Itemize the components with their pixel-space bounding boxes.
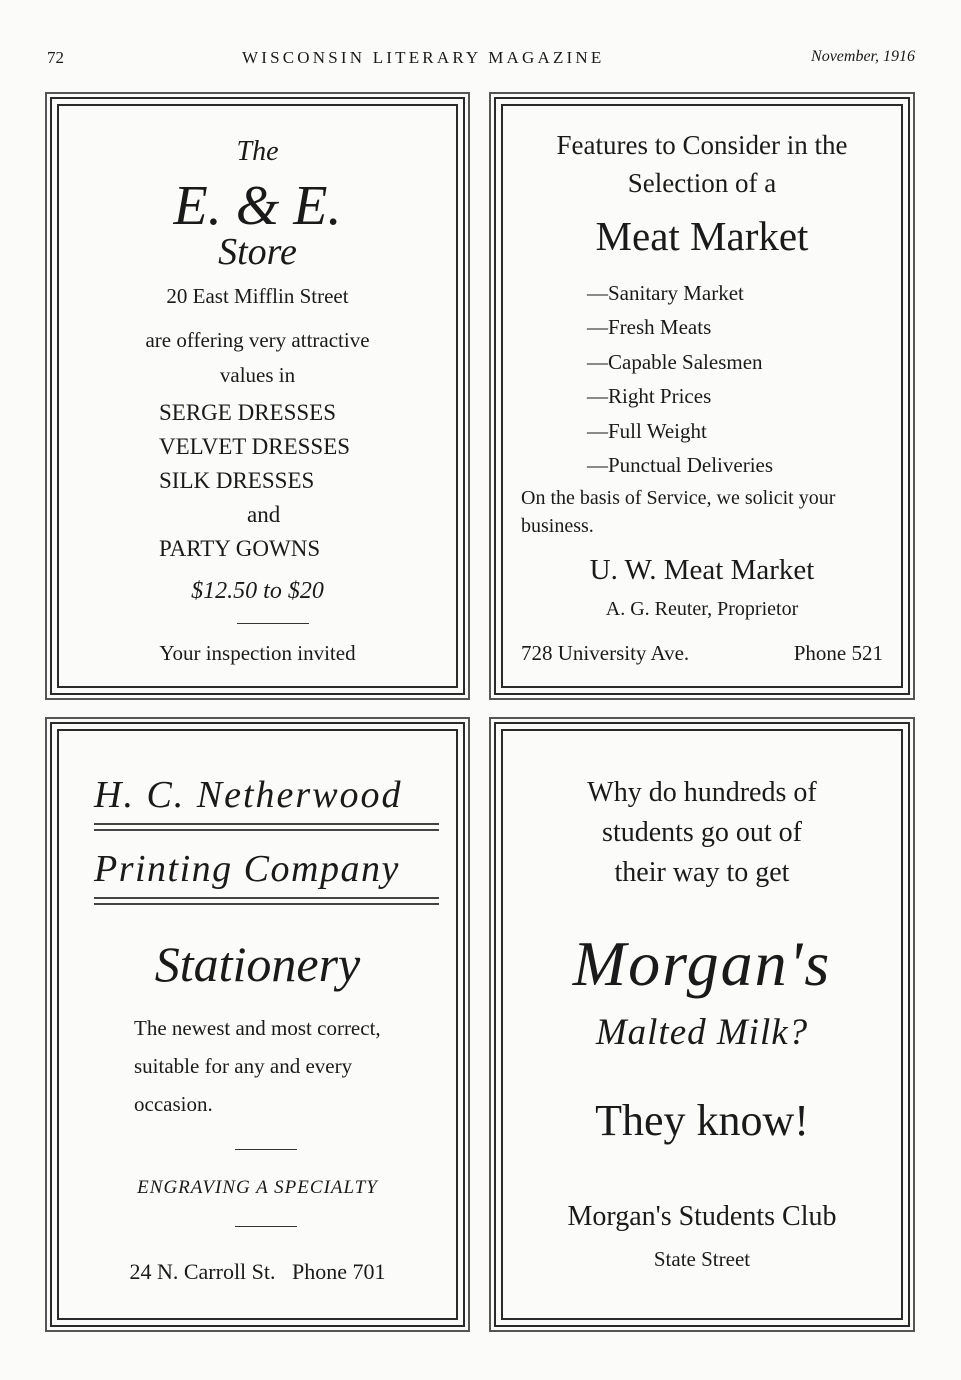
page-number: 72	[47, 48, 64, 67]
ad-morgans-question-line3: their way to get	[614, 857, 790, 888]
ad-morgans-question-line2: students go out of	[602, 817, 802, 848]
ad-meat-feature: —Full Weight	[587, 418, 707, 443]
ad-morgans-product: Malted Milk?	[595, 1012, 809, 1053]
ad-meat-basis: On the basis of Service, we solicit your business.	[521, 487, 836, 537]
divider	[237, 623, 309, 624]
ad-morgans-street: State Street	[653, 1247, 751, 1271]
ad-ee-the: The	[236, 136, 279, 167]
ad-meat-proprietor: A. G. Reuter, Proprietor	[605, 598, 799, 620]
ad-meat-phone: Phone 521	[793, 641, 883, 665]
ad-meat-feature: —Fresh Meats	[587, 315, 712, 340]
ad-meat-heading-line2: Selection of a	[627, 168, 777, 198]
ad-border	[501, 729, 903, 1320]
ad-morgans-answer: They know!	[595, 1096, 809, 1145]
ad-meat-market	[494, 97, 910, 695]
ad-netherwood-product: Stationery	[154, 936, 361, 992]
ad-border	[57, 729, 458, 1320]
ad-ee-item: PARTY GOWNS	[159, 536, 321, 561]
ad-ee-offer-line2: values in	[219, 363, 296, 387]
divider	[235, 1226, 297, 1227]
ad-netherwood-company-line1: H. C. Netherwood	[94, 774, 403, 816]
ad-ee-item: SILK DRESSES	[159, 468, 315, 493]
ad-ee-address: 20 East Mifflin Street	[166, 284, 349, 308]
ad-ee-price: $12.50 to $20	[191, 578, 324, 604]
ad-meat-heading-line1: Features to Consider in the	[556, 130, 848, 160]
ad-meat-street: 728 University Ave.	[521, 641, 690, 665]
ad-border	[57, 104, 458, 688]
divider	[235, 1149, 297, 1150]
ad-border	[501, 104, 903, 688]
ad-meat-feature-list	[587, 276, 773, 482]
ad-meat-shop-name: U. W. Meat Market	[589, 554, 815, 586]
ad-meat-feature: —Capable Salesmen	[587, 349, 763, 374]
double-rule	[94, 897, 439, 905]
ad-ee-offer-line1: are offering very attractive	[145, 328, 370, 352]
ad-netherwood-address: 24 N. Carroll St. Phone 701	[129, 1259, 386, 1284]
ad-morgans-brand: Morgan's	[572, 928, 832, 999]
ad-morgans	[494, 722, 910, 1327]
ad-netherwood-description: The newest and most correct, suitable for any and every occasion.	[134, 1016, 381, 1116]
ad-morgans-question-line1: Why do hundreds of	[587, 777, 817, 808]
double-rule	[94, 823, 439, 831]
ad-ee-item-list	[159, 396, 350, 566]
page-header	[0, 48, 961, 74]
ad-ee-name: E. & E.	[173, 175, 342, 237]
ad-netherwood-company-line2: Printing Company	[94, 848, 400, 890]
ad-netherwood-specialty: ENGRAVING A SPECIALTY	[137, 1177, 378, 1198]
ad-morgans-club: Morgan's Students Club	[567, 1201, 837, 1232]
ad-meat-feature: —Sanitary Market	[587, 281, 744, 305]
issue-date: November, 1916	[811, 48, 915, 65]
magazine-title: WISCONSIN LITERARY MAGAZINE	[242, 48, 605, 67]
ad-ee-store-word: Store	[218, 231, 297, 273]
ad-meat-feature: —Punctual Deliveries	[587, 453, 774, 478]
ad-ee-item: and	[247, 502, 281, 527]
ad-ee-item: SERGE DRESSES	[159, 400, 337, 425]
ad-meat-feature: —Right Prices	[587, 384, 712, 409]
ad-ee-store	[50, 97, 465, 695]
ad-netherwood	[50, 722, 465, 1327]
ad-ee-invite: Your inspection invited	[159, 641, 356, 665]
ad-ee-item: VELVET DRESSES	[159, 434, 351, 459]
ad-meat-heading-big: Meat Market	[595, 213, 809, 259]
